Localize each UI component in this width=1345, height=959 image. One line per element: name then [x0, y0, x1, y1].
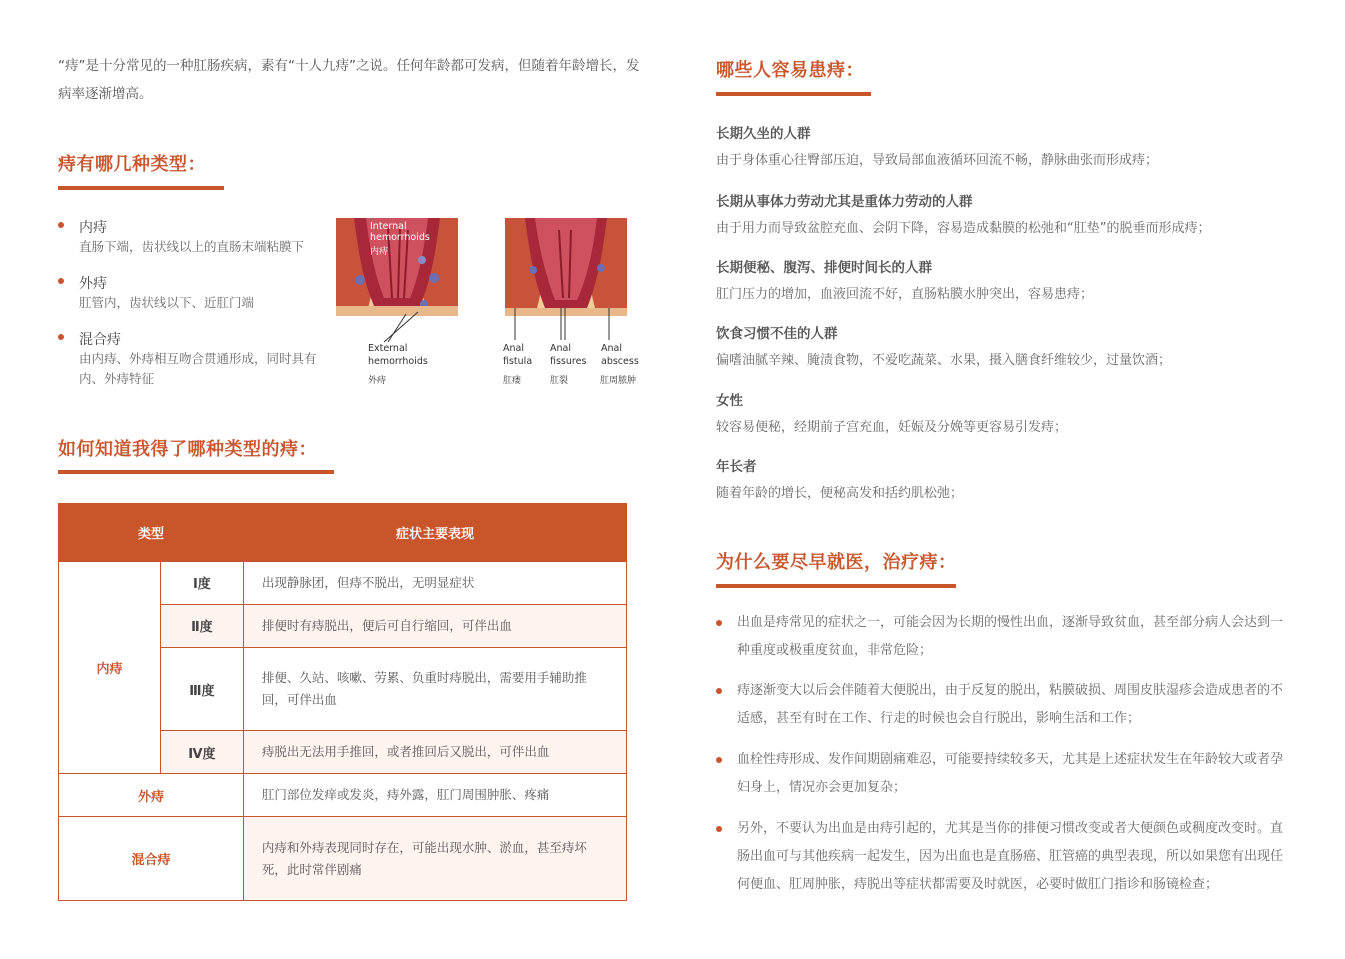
symptom-cell: 排便、久站、咳嗽、劳累、负重时痔脱出，需要用手辅助推回，可伴出血: [243, 647, 626, 731]
anal-pointer-lines: [505, 300, 627, 344]
type-desc-internal: 直肠下端，齿状线以上的直肠末端粘膜下: [79, 239, 305, 254]
type-title-mixed: 混合痔: [79, 332, 121, 348]
degree-cell: Ⅱ度: [160, 604, 243, 647]
abscess-label-en-1: Anal: [601, 343, 622, 354]
internal-label-en-2: hemorrhoids: [370, 232, 430, 243]
risk-group-desc: 较容易便秘，经期前子宫充血，妊娠及分娩等更容易引发痔；: [716, 420, 1068, 435]
external-label-en-1: External: [368, 343, 408, 354]
external-label-en-2: hemorrhoids: [368, 356, 428, 367]
bullet-icon: [58, 222, 64, 228]
bullet-icon: [716, 620, 722, 626]
fissures-label-cn: 肛裂: [550, 376, 569, 386]
bullet-icon: [716, 688, 722, 694]
how-heading-rule: [58, 470, 334, 474]
intro-paragraph: “痔”是十分常见的一种肛肠疾病，素有“十人九痔”之说。任何年龄都可发病，但随着年龄增长，发病率逐渐增高。: [58, 58, 640, 102]
risk-group-title: 饮食习惯不佳的人群: [716, 326, 838, 342]
reason-heading-rule: [716, 584, 956, 588]
reason-item: 痔逐渐变大以后会伴随着大便脱出，由于反复的脱出，粘膜破损、周围皮肤湿疹会造成患者的不适感，甚至有时在工作、行走的时候也会自行脱出，影响生活和工作；: [737, 683, 1284, 726]
symptom-table: [58, 503, 627, 901]
abscess-label-en-2: abscess: [601, 356, 639, 367]
external-label-cn: 外痔: [368, 376, 387, 386]
reason-heading: 为什么要尽早就医，治疗痔：: [716, 552, 957, 573]
symptom-cell: 痔脱出无法用手推回，或者推回后又脱出，可伴出血: [243, 731, 626, 774]
risk-group-desc: 由于用力而导致盆腔充血、会阴下降，容易造成黏膜的松弛和“肛垫”的脱垂而形成痔；: [716, 221, 1211, 236]
internal-label-cn: 内痔: [370, 247, 389, 257]
mixed-category-cell: 混合痔: [59, 817, 244, 901]
degree-cell: Ⅲ度: [160, 647, 243, 731]
risk-group-desc: 肛门压力的增加，血液回流不好，直肠粘膜水肿突出，容易患痔；: [716, 287, 1094, 302]
type-title-internal: 内痔: [79, 220, 107, 236]
fistula-label-cn: 肛瘘: [503, 376, 522, 386]
bullet-icon: [58, 278, 64, 284]
reason-item: 血栓性痔形成、发作间期剧痛难忍，可能要持续较多天，尤其是上述症状发生在年龄较大或者孕妇身上，情况亦会更加复杂；: [737, 752, 1284, 795]
type-desc-mixed: 由内痔、外痔相互吻合贯通形成，同时具有内、外痔特征: [79, 351, 317, 386]
bullet-icon: [58, 334, 64, 340]
table-header-row: [59, 504, 627, 562]
risk-group-desc: 偏嗜油腻辛辣、腌渍食物，不爱吃蔬菜、水果，摄入膳食纤维较少，过量饮酒；: [716, 353, 1172, 368]
symptom-cell: 排便时有痔脱出，便后可自行缩回，可伴出血: [243, 604, 626, 647]
types-heading: 痔有哪几种类型：: [58, 154, 206, 175]
risk-heading: 哪些人容易患痔：: [716, 60, 864, 81]
risk-group-title: 长期久坐的人群: [716, 126, 811, 142]
fissures-label-en-1: Anal: [550, 343, 571, 354]
reason-item: 出血是痔常见的症状之一，可能会因为长期的慢性出血，逐渐导致贫血，甚至部分病人会达到一种重度或极重度贫血，非常危险；: [737, 615, 1284, 658]
bullet-icon: [716, 757, 722, 763]
risk-group-desc: 由于身体重心往臀部压迫，导致局部血液循环回流不畅，静脉曲张而形成痔；: [716, 153, 1159, 168]
risk-group-title: 长期从事体力劳动尤其是重体力劳动的人群: [716, 194, 973, 210]
fissures-label-en-2: fissures: [550, 356, 587, 367]
reason-item: 另外，不要认为出血是由痔引起的，尤其是当你的排便习惯改变或者大便颜色或稠度改变时。直肠出血可与其他疾病一起发生，因为出血也是直肠癌、肛管癌的典型表现，所以如果您有出现任何便血、肛周肿胀，痔脱出等症状都需要及时就医，必要时做肛门指诊和肠镜检查；: [737, 821, 1284, 892]
risk-group-title: 长期便秘、腹泻、排便时间长的人群: [716, 260, 932, 276]
risk-group-desc: 随着年龄的增长，便秘高发和括约肌松弛；: [716, 486, 964, 501]
risk-group-title: 女性: [716, 393, 743, 409]
symptom-cell: 肛门部位发痒或发炎，痔外露，肛门周围肿胀、疼痛: [243, 774, 626, 817]
risk-heading-rule: [716, 92, 871, 96]
type-title-external: 外痔: [79, 276, 107, 292]
table-header-symptom: 症状主要表现: [243, 504, 626, 562]
external-category-cell: 外痔: [59, 774, 244, 817]
degree-cell: Ⅳ度: [160, 731, 243, 774]
external-pointer-line: [380, 310, 430, 344]
risk-group-title: 年长者: [716, 459, 757, 475]
table-row: [59, 774, 627, 817]
fistula-label-en-2: fistula: [503, 356, 533, 367]
how-heading: 如何知道我得了哪种类型的痔：: [58, 439, 317, 460]
abscess-label-cn: 肛周脓肿: [600, 376, 637, 386]
bullet-icon: [716, 826, 722, 832]
fistula-label-en-1: Anal: [503, 343, 524, 354]
symptom-cell: 出现静脉团，但痔不脱出，无明显症状: [243, 562, 626, 605]
symptom-cell: 内痔和外痔表现同时存在，可能出现水肿、淤血，甚至痔坏死，此时常伴剧痛: [243, 817, 626, 901]
types-heading-rule: [58, 186, 224, 190]
type-desc-external: 肛管内，齿状线以下、近肛门端: [79, 295, 255, 310]
hemorrhoids-illustration: [336, 218, 458, 316]
degree-cell: Ⅰ度: [160, 562, 243, 605]
internal-label-en-1: Internal: [370, 221, 407, 232]
table-row: [59, 562, 627, 605]
table-header-type: 类型: [59, 504, 244, 562]
internal-category-cell: 内痔: [59, 562, 161, 774]
table-row: [59, 817, 627, 901]
